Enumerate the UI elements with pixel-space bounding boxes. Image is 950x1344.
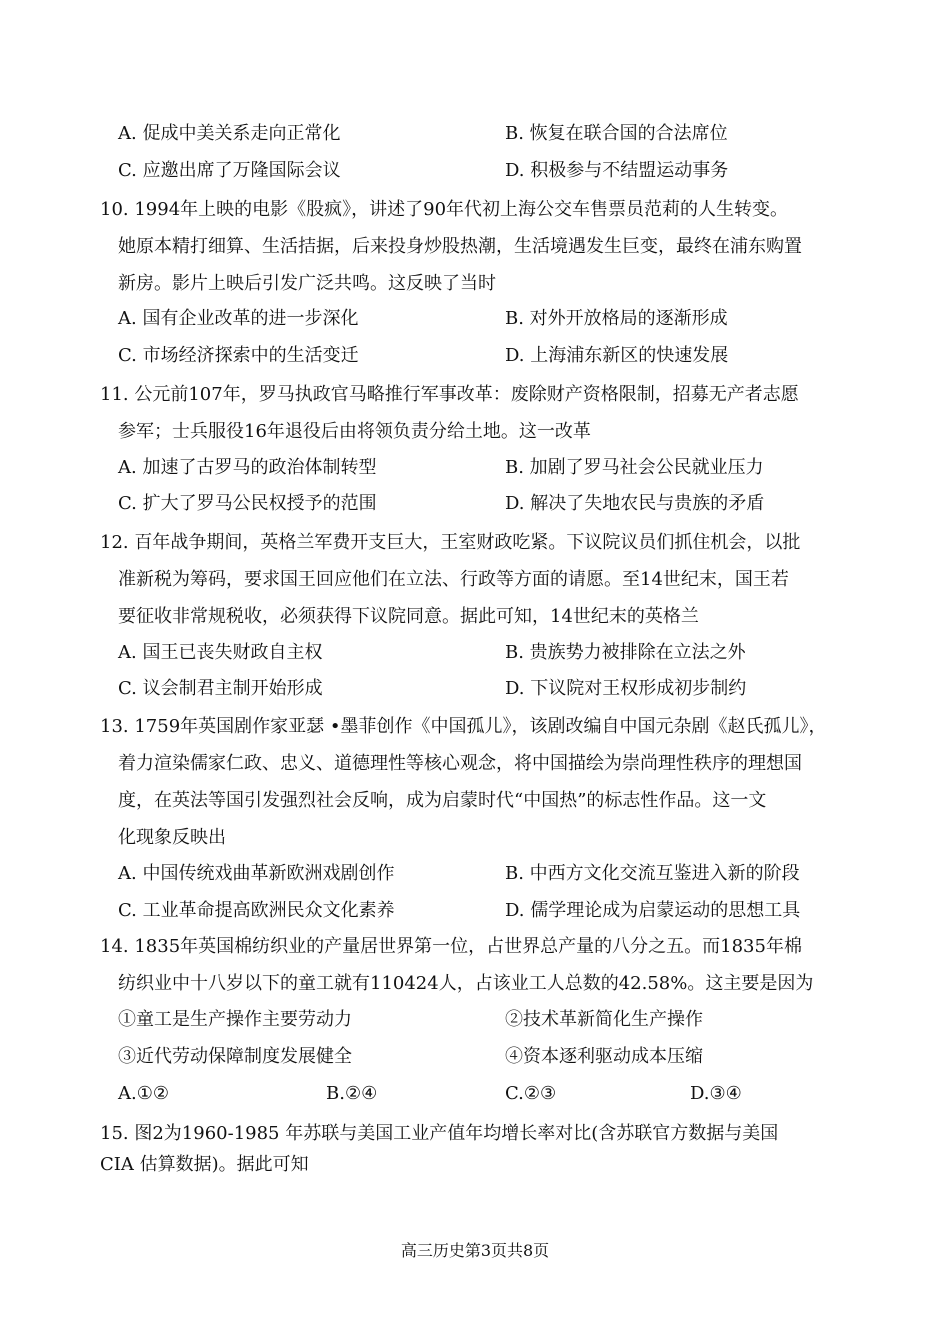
q13-option-d: D. 儒学理论成为启蒙运动的思想工具 bbox=[505, 900, 801, 921]
q11-option-a: A. 加速了古罗马的政治体制转型 bbox=[118, 457, 377, 478]
q11-option-c: C. 扩大了罗马公民权授予的范围 bbox=[118, 493, 377, 514]
q11-option-b: B. 加剧了罗马社会公民就业压力 bbox=[505, 457, 764, 478]
q12-option-c: C. 议会制君主制开始形成 bbox=[118, 678, 323, 699]
q10-option-c: C. 市场经济探索中的生活变迁 bbox=[118, 345, 359, 366]
q10-option-a: A. 国有企业改革的进一步深化 bbox=[118, 308, 359, 329]
q13-stem-line-4: 化现象反映出 bbox=[118, 827, 226, 848]
q14-option-a: A.①② bbox=[118, 1083, 169, 1104]
page-footer: 高三历史第3页共8页 bbox=[400, 1241, 550, 1260]
q11-option-d: D. 解决了失地农民与贵族的矛盾 bbox=[505, 493, 765, 514]
q12-stem-line-3: 要征收非常规税收，必须获得下议院同意。据此可知，14世纪末的英格兰 bbox=[118, 606, 699, 627]
q15-stem-line-2: CIA 估算数据)。据此可知 bbox=[100, 1154, 309, 1175]
q14-stem-line-2: 纺织业中十八岁以下的童工就有110424人，占该业工人总数的42.58%。这主要是因为 bbox=[118, 973, 814, 994]
q10-stem-line-2: 她原本精打细算、生活拮据，后来投身炒股热潮，生活境遇发生巨变，最终在浦东购置 bbox=[118, 236, 802, 257]
q13-stem-line-2: 着力渲染儒家仁政、忠义、道德理性等核心观念，将中国描绘为崇尚理性秩序的理想国 bbox=[118, 753, 802, 774]
q9-option-c: C. 应邀出席了万隆国际会议 bbox=[118, 160, 341, 181]
q12-option-a: A. 国王已丧失财政自主权 bbox=[118, 642, 323, 663]
q9-option-d: D. 积极参与不结盟运动事务 bbox=[505, 160, 729, 181]
q14-item-3: ③近代劳动保障制度发展健全 bbox=[118, 1046, 352, 1067]
q13-option-c: C. 工业革命提高欧洲民众文化素养 bbox=[118, 900, 395, 921]
q12-stem-line-2: 准新税为筹码，要求国王回应他们在立法、行政等方面的请愿。至14世纪末，国王若 bbox=[118, 569, 789, 590]
q13-option-a: A. 中国传统戏曲革新欧洲戏剧创作 bbox=[118, 863, 395, 884]
q11-stem-line-2: 参军；士兵服役16年退役后由将领负责分给土地。这一改革 bbox=[118, 421, 591, 442]
q13-stem-line-1: 13. 1759年英国剧作家亚瑟 •墨菲创作《中国孤儿》，该剧改编自中国元杂剧《赵氏孤儿》， bbox=[100, 716, 827, 737]
q14-item-2: ②技术革新简化生产操作 bbox=[505, 1009, 703, 1030]
q12-stem-line-1: 12. 百年战争期间，英格兰军费开支巨大，王室财政吃紧。下议院议员们抓住机会，以批 bbox=[100, 532, 801, 553]
q15-stem-line-1: 15. 图2为1960-1985 年苏联与美国工业产值年均增长率对比(含苏联官方数据与美国 bbox=[100, 1123, 779, 1144]
q9-option-a: A. 促成中美关系走向正常化 bbox=[118, 123, 341, 144]
q14-item-4: ④资本逐利驱动成本压缩 bbox=[505, 1046, 703, 1067]
q14-option-d: D.③④ bbox=[690, 1083, 742, 1104]
q14-option-b: B.②④ bbox=[326, 1083, 378, 1104]
q14-stem-line-1: 14. 1835年英国棉纺织业的产量居世界第一位，占世界总产量的八分之五。而1835年棉 bbox=[100, 936, 802, 957]
q10-option-d: D. 上海浦东新区的快速发展 bbox=[505, 345, 729, 366]
q9-option-b: B. 恢复在联合国的合法席位 bbox=[505, 123, 728, 144]
q10-stem-line-3: 新房。影片上映后引发广泛共鸣。这反映了当时 bbox=[118, 273, 496, 294]
q10-option-b: B. 对外开放格局的逐渐形成 bbox=[505, 308, 728, 329]
q12-option-d: D. 下议院对王权形成初步制约 bbox=[505, 678, 747, 699]
q14-item-1: ①童工是生产操作主要劳动力 bbox=[118, 1009, 352, 1030]
q13-option-b: B. 中西方文化交流互鉴进入新的阶段 bbox=[505, 863, 800, 884]
q12-option-b: B. 贵族势力被排除在立法之外 bbox=[505, 642, 746, 663]
q14-option-c: C.②③ bbox=[505, 1083, 557, 1104]
q13-stem-line-3: 度，在英法等国引发强烈社会反响，成为启蒙时代“中国热”的标志性作品。这一文 bbox=[118, 790, 767, 811]
q10-stem-line-1: 10. 1994年上映的电影《股疯》，讲述了90年代初上海公交车售票员范莉的人生转变。 bbox=[100, 199, 789, 220]
q11-stem-line-1: 11. 公元前107年，罗马执政官马略推行军事改革：废除财产资格限制，招募无产者志愿 bbox=[100, 384, 799, 405]
